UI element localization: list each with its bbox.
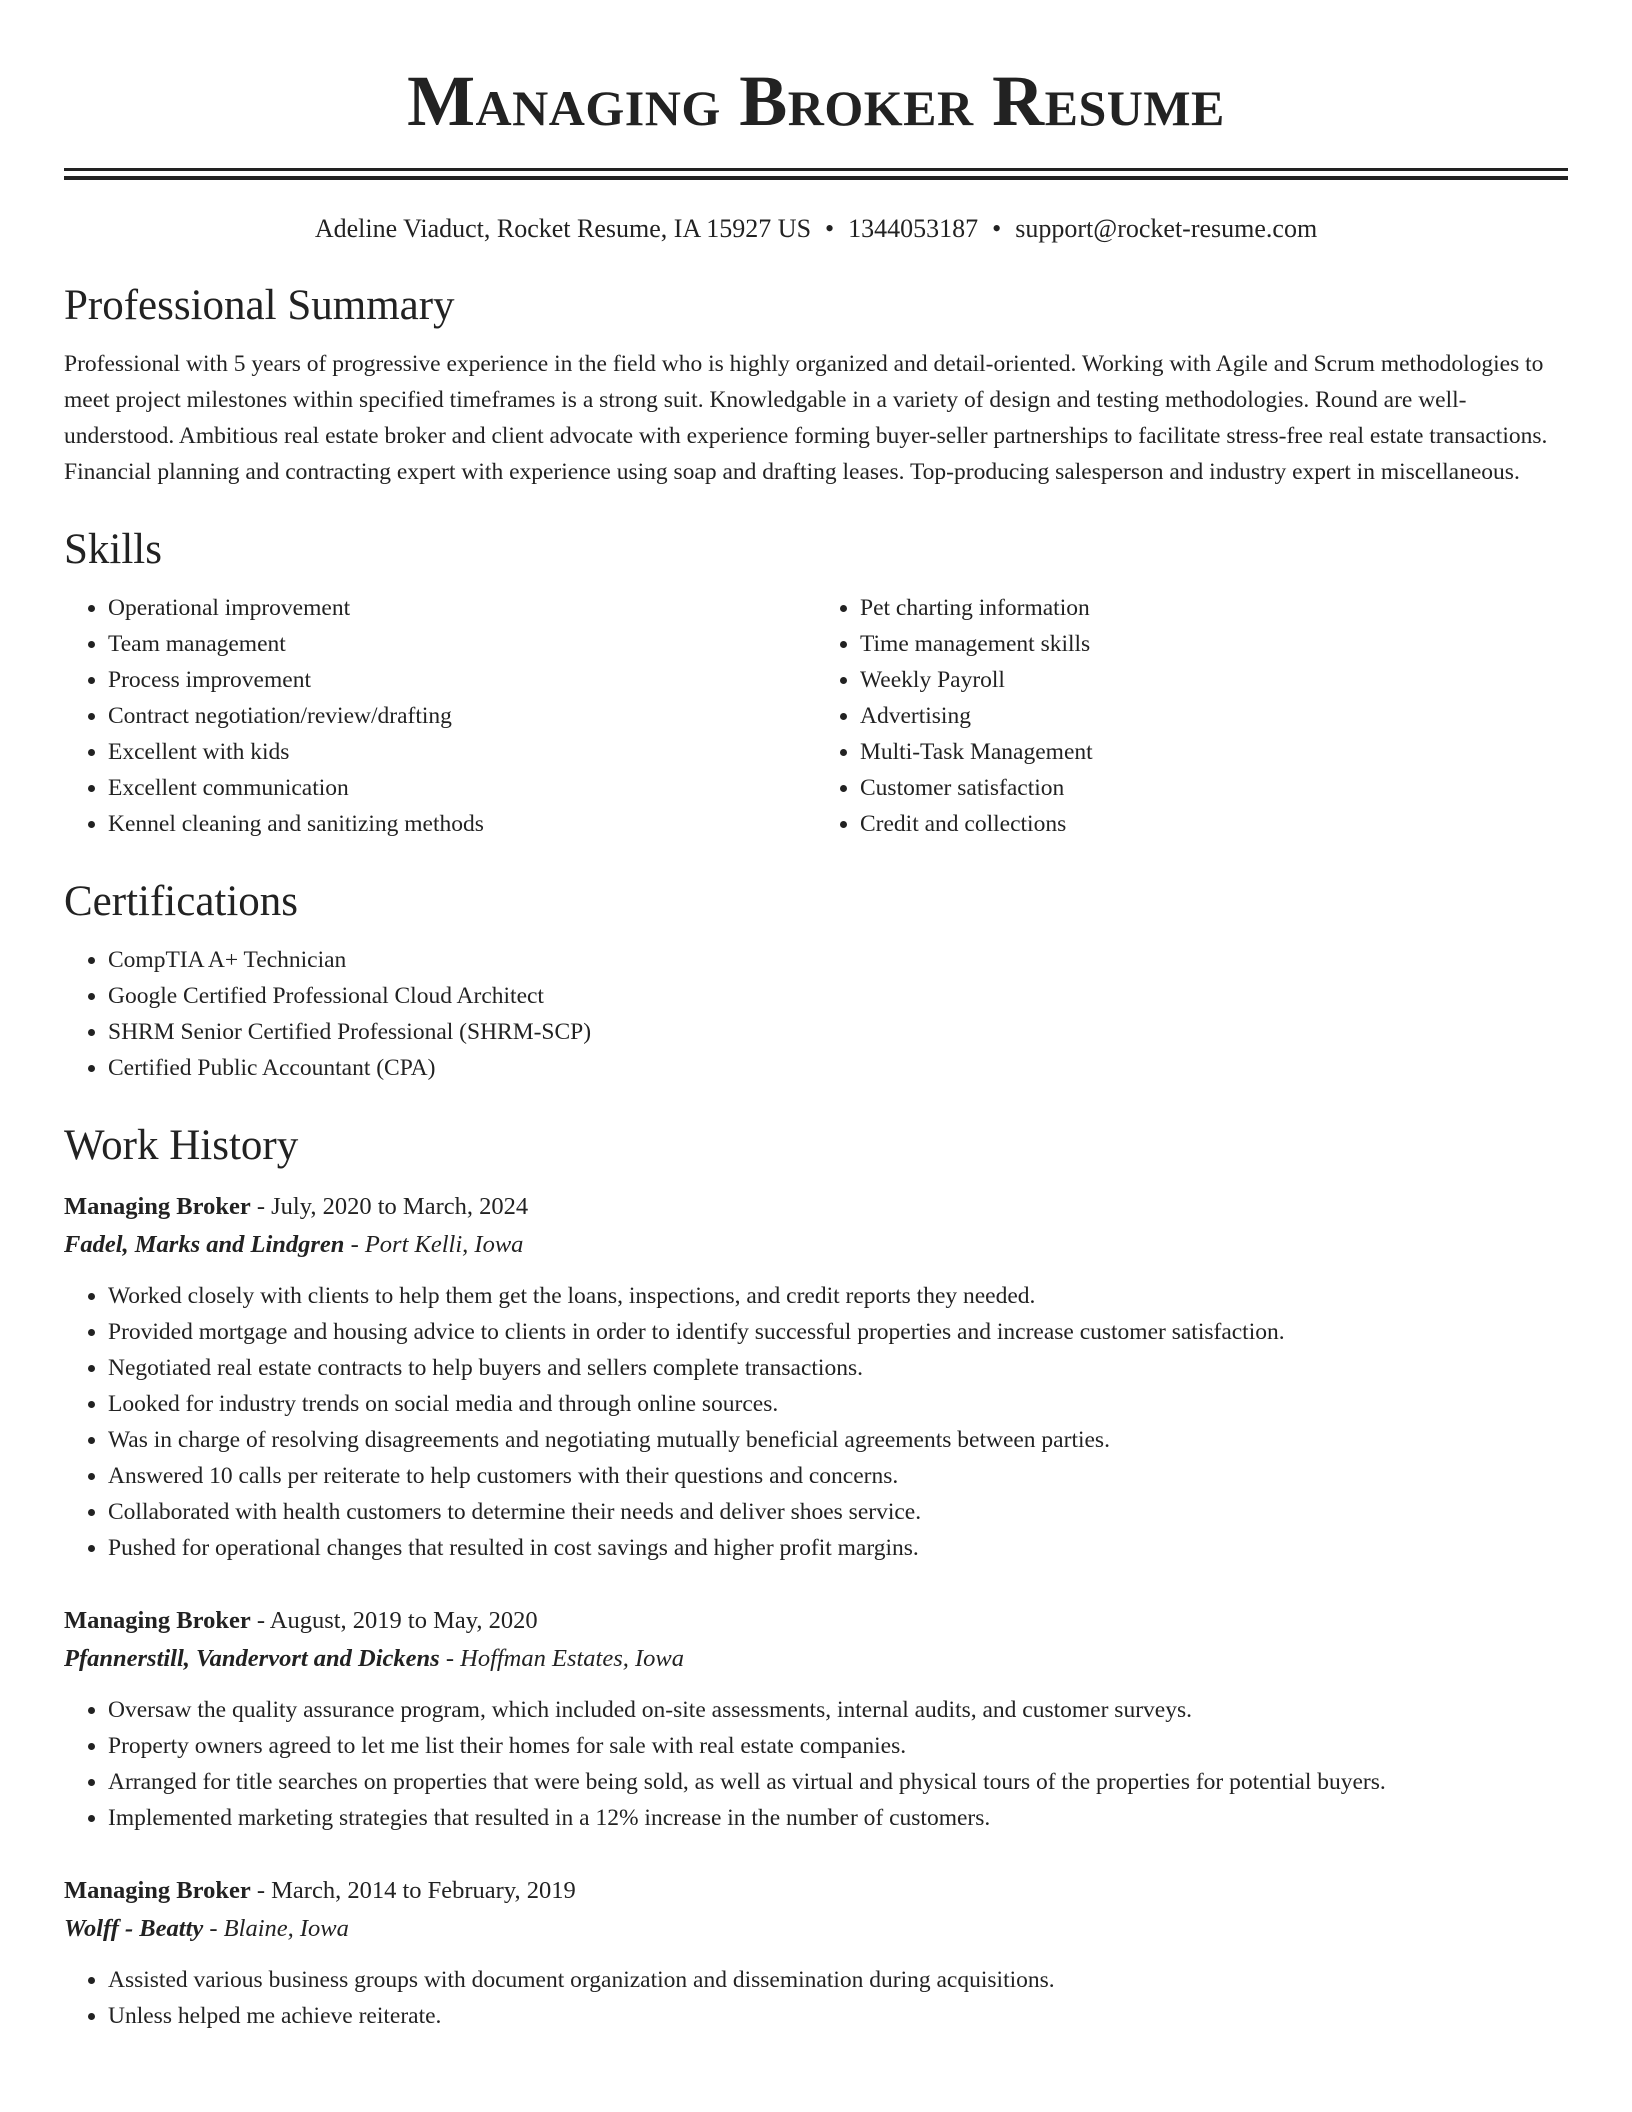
company-name: Pfannerstill, Vandervort and Dickens [64, 1645, 440, 1672]
skills-section [64, 524, 1568, 842]
list-item: • Implemented marketing strategies that resulted in a 12% increase in the number of customers. [108, 1800, 1568, 1836]
list-item: • Assisted various business groups with document organization and dissemination during acquisitions. [108, 1962, 1568, 1998]
list-item: • Arranged for title searches on properties that were being sold, as well as virtual and physical tours of the properties for potential buyers. [108, 1764, 1568, 1800]
list-item: • Time management skills [860, 626, 1568, 662]
summary-text: Professional with 5 years of progressive experience in the field who is highly organized and detail-oriented. Working with Agile and Scrum methodologies to meet project milestones within specified timeframes is a strong suit. Knowledgable in a variety of design and testing methodologies. Round are well-understood. Ambitious real estate broker and client advocate with experience forming buyer-seller partnerships to facilitate stress-free real estate transactions. Financial planning and contracting expert with experience using soap and drafting leases. Top-producing salesperson and industry expert in miscellaneous. [64, 351, 1548, 485]
summary-section [64, 280, 1568, 490]
work-history-section [64, 1120, 1568, 2034]
company-name: Wolff - Beatty [64, 1915, 204, 1942]
list-item: • Credit and collections [860, 806, 1568, 842]
contact-phone: 1344053187 [848, 214, 979, 243]
list-item: • Multi-Task Management [860, 734, 1568, 770]
skills-columns [64, 590, 1568, 842]
skills-list-right [816, 590, 1568, 842]
job-dates: - July, 2020 to March, 2024 [250, 1193, 529, 1220]
job-title-line [64, 1602, 1568, 1640]
list-item: • Certified Public Accountant (CPA) [108, 1050, 1568, 1086]
list-item: • Pushed for operational changes that resulted in cost savings and higher profit margins. [108, 1530, 1568, 1566]
list-item: • Looked for industry trends on social media and through online sources. [108, 1386, 1568, 1422]
separator-dot: • [992, 214, 1002, 243]
contact-email: support@rocket-resume.com [1015, 214, 1318, 243]
job-bullets [64, 1962, 1568, 2034]
title-divider [64, 168, 1568, 180]
list-item: • Advertising [860, 698, 1568, 734]
job-entry [64, 1872, 1568, 2034]
list-item: • Operational improvement [108, 590, 816, 626]
list-item: • SHRM Senior Certified Professional (SHRM-SCP) [108, 1014, 1568, 1050]
contact-address: Adeline Viaduct, Rocket Resume, IA 15927 US [314, 214, 812, 243]
list-item: • Weekly Payroll [860, 662, 1568, 698]
company-line [64, 1910, 1568, 1948]
list-item: • Answered 10 calls per reiterate to help customers with their questions and concerns. [108, 1458, 1568, 1494]
list-item: • Excellent with kids [108, 734, 816, 770]
list-item: • Oversaw the quality assurance program, which included on-site assessments, internal audits, and customer surveys. [108, 1692, 1568, 1728]
resume-page [64, 0, 1568, 2034]
company-location: - Port Kelli, Iowa [344, 1231, 524, 1258]
company-line [64, 1226, 1568, 1264]
certifications-section [64, 876, 1568, 1086]
list-item: • Negotiated real estate contracts to help buyers and sellers complete transactions. [108, 1350, 1568, 1386]
job-title-line [64, 1188, 1568, 1226]
job-dates: - August, 2019 to May, 2020 [250, 1607, 538, 1634]
company-location: - Blaine, Iowa [203, 1915, 349, 1942]
job-bullets [64, 1278, 1568, 1566]
list-item: • Collaborated with health customers to determine their needs and deliver shoes service. [108, 1494, 1568, 1530]
list-item: • CompTIA A+ Technician [108, 942, 1568, 978]
list-item: • Excellent communication [108, 770, 816, 806]
job-title: Managing Broker [64, 1193, 251, 1220]
list-item: • Was in charge of resolving disagreements and negotiating mutually beneficial agreements between parties. [108, 1422, 1568, 1458]
list-item: • Process improvement [108, 662, 816, 698]
job-entry [64, 1188, 1568, 1566]
company-location: - Hoffman Estates, Iowa [439, 1645, 685, 1672]
list-item: • Property owners agreed to let me list their homes for sale with real estate companies. [108, 1728, 1568, 1764]
job-title-line [64, 1872, 1568, 1910]
company-line [64, 1640, 1568, 1678]
list-item: • Contract negotiation/review/drafting [108, 698, 816, 734]
company-name: Fadel, Marks and Lindgren [64, 1231, 345, 1258]
separator-dot: • [825, 214, 835, 243]
list-item: • Customer satisfaction [860, 770, 1568, 806]
list-item: • Pet charting information [860, 590, 1568, 626]
job-title: Managing Broker [64, 1607, 251, 1634]
list-item: • Team management [108, 626, 816, 662]
list-item: • Provided mortgage and housing advice to clients in order to identify successful properties and increase customer satisfaction. [108, 1314, 1568, 1350]
work-history-heading: Work History [64, 1122, 299, 1169]
skills-heading: Skills [64, 526, 162, 573]
job-bullets [64, 1692, 1568, 1836]
job-dates: - March, 2014 to February, 2019 [250, 1877, 576, 1904]
certifications-list [64, 942, 1568, 1086]
list-item: • Kennel cleaning and sanitizing methods [108, 806, 816, 842]
contact-line [64, 212, 1568, 246]
page-title: Managing Broker Resume [407, 61, 1225, 141]
list-item: • Worked closely with clients to help them get the loans, inspections, and credit reports they needed. [108, 1278, 1568, 1314]
job-title: Managing Broker [64, 1877, 251, 1904]
certifications-heading: Certifications [64, 878, 299, 925]
list-item: • Google Certified Professional Cloud Architect [108, 978, 1568, 1014]
summary-heading: Professional Summary [64, 282, 455, 329]
list-item: • Unless helped me achieve reiterate. [108, 1998, 1568, 2034]
job-entry [64, 1602, 1568, 1836]
skills-list-left [64, 590, 816, 842]
